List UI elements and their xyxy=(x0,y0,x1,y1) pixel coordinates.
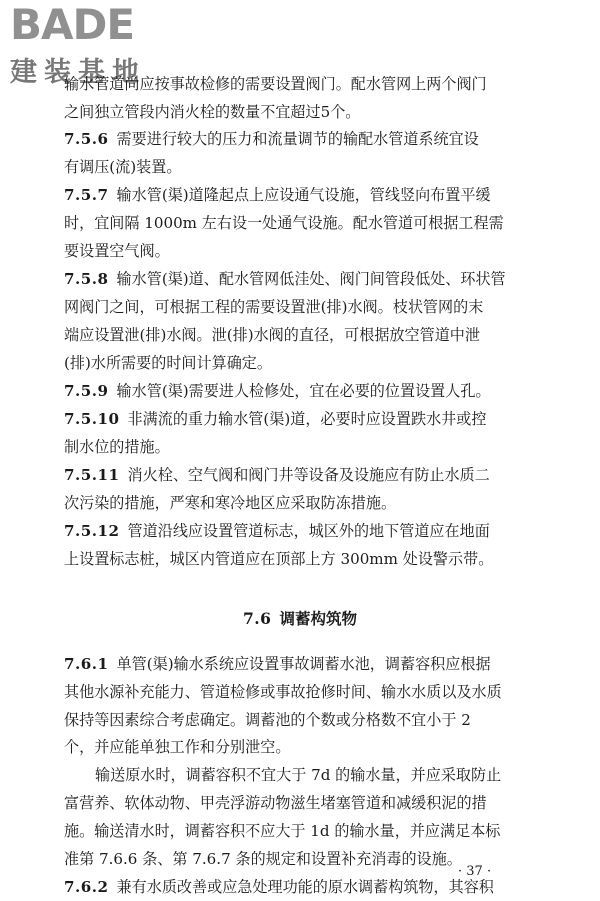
text-line xyxy=(64,706,534,734)
line-text: 时，宜间隔 1000m 左右设一处通气设施。配水管道可根据工程需 xyxy=(64,214,504,232)
line-text: 单管(渠)输水系统应设置事故调蓄水池，调蓄容积应根据 xyxy=(116,655,491,673)
text-line xyxy=(95,761,565,789)
text-line xyxy=(64,377,534,405)
text-line xyxy=(64,433,534,461)
line-text: 之间独立管段内消火栓的数量不宜超过5个。 xyxy=(64,103,361,121)
line-text: 非满流的重力输水管(渠)道，必要时应设置跌水井或控 xyxy=(127,410,487,428)
line-text: 有调压(流)装置。 xyxy=(64,158,182,176)
section-title: 调蓄构筑物 xyxy=(279,609,357,628)
line-text: 端应设置泄(排)水阀。泄(排)水阀的直径，可根据放空管道中泄 xyxy=(64,326,480,344)
line-text: 输送原水时，调蓄容积不宜大于 7d 的输水量，并应采取防止 xyxy=(95,766,502,784)
text-line xyxy=(64,817,534,845)
clause-number: 7.5.12 xyxy=(64,522,120,540)
text-line xyxy=(64,733,534,761)
text-line xyxy=(64,98,534,126)
line-text: 输水管(渠)道、配水管网低洼处、阀门间管段低处、环状管 xyxy=(116,270,506,288)
text-line xyxy=(64,321,534,349)
text-line xyxy=(64,789,534,817)
line-text: (排)水所需要的时间计算确定。 xyxy=(64,354,272,372)
text-line xyxy=(64,209,534,237)
text-line xyxy=(64,125,534,153)
section-number: 7.6 xyxy=(243,609,272,628)
clause-number: 7.5.6 xyxy=(64,130,109,148)
text-line xyxy=(64,650,534,678)
text-line xyxy=(64,678,534,706)
clause-number: 7.5.11 xyxy=(64,466,120,484)
text-line xyxy=(64,70,534,98)
text-line xyxy=(64,153,534,181)
logo-brand: BADE xyxy=(10,0,135,49)
line-text: 施。输送清水时，调蓄容积不应大于 1d 的输水量，并应满足本标 xyxy=(64,822,501,840)
logo-subtitle: 建装基地 xyxy=(10,57,146,88)
line-text: 输水管(渠)道隆起点上应设通气设施，管线竖向布置平缓 xyxy=(116,186,491,204)
text-line xyxy=(64,181,534,209)
line-text: 上设置标志桩，城区内管道应在顶部上方 300mm 处设警示带。 xyxy=(64,550,494,568)
line-text: 需要进行较大的压力和流量调节的输配水管道系统宜设 xyxy=(116,130,479,148)
text-line xyxy=(64,265,534,293)
clause-number: 7.6.2 xyxy=(64,878,109,896)
clause-number: 7.5.8 xyxy=(64,270,109,288)
text-line xyxy=(64,461,534,489)
line-text: 富营养、软体动物、甲壳浮游动物滋生堵塞管道和减缓积泥的措 xyxy=(64,794,487,812)
clause-number: 7.5.10 xyxy=(64,410,120,428)
text-line xyxy=(64,545,534,573)
line-text: 个，并应能单独工作和分别泄空。 xyxy=(64,738,291,756)
page-number: · 37 · xyxy=(458,864,492,879)
line-text: 制水位的措施。 xyxy=(64,438,170,456)
line-text: 其他水源补充能力、管道检修或事故抢修时间、输水水质以及水质 xyxy=(64,683,502,701)
text-line xyxy=(64,517,534,545)
line-text: 兼有水质改善或应急处理功能的原水调蓄构筑物，其容积 xyxy=(116,878,494,896)
line-text: 要设置空气阀。 xyxy=(64,242,170,260)
line-text: 管道沿线应设置管道标志，城区外的地下管道应在地面 xyxy=(127,522,490,540)
clause-number: 7.5.7 xyxy=(64,186,109,204)
line-text: 次污染的措施，严寒和寒冷地区应采取防冻措施。 xyxy=(64,494,397,512)
clause-number: 7.5.9 xyxy=(64,382,109,400)
line-text: 消火栓、空气阀和阀门井等设备及设施应有防止水质二 xyxy=(127,466,490,484)
clause-number: 7.6.1 xyxy=(64,655,109,673)
text-line xyxy=(64,237,534,265)
text-line xyxy=(64,349,534,377)
section-heading xyxy=(0,605,600,633)
line-text: 输水管(渠)需要进人检修处，宜在必要的位置设置人孔。 xyxy=(116,382,491,400)
line-text: 网阀门之间，可根据工程的需要设置泄(排)水阀。枝状管网的末 xyxy=(64,298,484,316)
line-text: 准第 7.6.6 条、第 7.6.7 条的规定和设置补充消毒的设施。 xyxy=(64,850,462,868)
line-text: 保持等因素综合考虑确定。调蓄池的个数或分格数不宜小于 2 xyxy=(64,711,471,729)
line-text: 输水管道尚应按事故检修的需要设置阀门。配水管网上两个阀门 xyxy=(64,75,487,93)
text-line xyxy=(64,293,534,321)
text-line xyxy=(64,489,534,517)
text-line xyxy=(64,405,534,433)
